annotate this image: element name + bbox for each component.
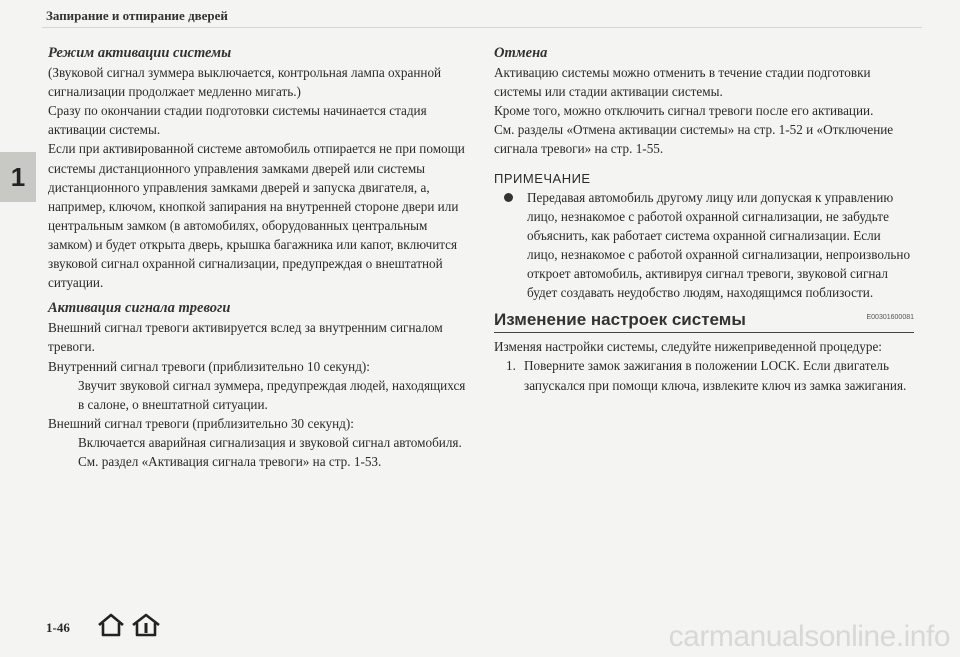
paragraph-indented: Звучит звуковой сигнал зуммера, предупреждая людей, находящихся в салоне, о внештатной ситуации.: [78, 377, 466, 412]
paragraph: (Звуковой сигнал зуммера выключается, контрольная лампа охранной сигнализации продолжает медленно мигать.): [48, 65, 442, 100]
step-item: [494, 356, 914, 394]
section-code: E00301600081: [866, 314, 914, 322]
step-number: 1.: [506, 358, 516, 374]
reference-link: См. раздел «Активация сигнала тревоги» на стр. 1-53.: [78, 453, 382, 469]
heading-alarm-activation: Активация сигнала тревоги: [48, 300, 231, 317]
paragraph: Кроме того, можно отключить сигнал тревоги после его активации.: [494, 103, 874, 119]
paragraph: Активацию системы можно отменить в течение стадии подготовки системы или стадии активации системы.: [494, 65, 871, 100]
home-warning-icon[interactable]: [130, 612, 162, 643]
paragraph: Внешний сигнал тревоги (приблизительно 30 секунд):: [48, 415, 354, 431]
paragraph: Изменяя настройки системы, следуйте нижеприведенной процедуре:: [494, 339, 882, 355]
section-title-text: Изменение настроек системы: [494, 310, 746, 330]
heading-cancel: Отмена: [494, 45, 548, 61]
note-text: Передавая автомобиль другому лицу или допуская к управлению лицо, незнакомое с работой охранной сигнализации, не забудьте объяснить, как работает система охранной сигнализации. Если лицо, незнакомое с работой охранной сигнализации, непроизвольно откроет автомобиль, активируя сигнал тревоги, звуковой сигнал будет создавать неудобство людям, находящимся поблизости.: [527, 189, 911, 301]
chapter-tab: 1: [0, 152, 36, 202]
watermark: carmanualsonline.info: [668, 620, 950, 653]
header-rule: [42, 27, 922, 28]
left-column: [48, 44, 468, 471]
paragraph-indented: Включается аварийная сигнализация и звуковой сигнал автомобиля.: [78, 434, 462, 450]
heading-activation-mode: Режим активации системы: [48, 45, 232, 61]
paragraph: Внутренний сигнал тревоги (приблизительно 10 секунд):: [48, 358, 370, 374]
paragraph: Если при активированной системе автомобиль отпирается не при помощи системы дистанционного управления замками дверей или системы дистанционного управления замками дверей и запуска двигателя, а, например, ключом, кнопкой запирания на внутренней стороне двери или центральным замком (в автомобилях, оборудованных центральным замком) и будет открыта дверь, крышка багажника или капот, включится звуковой сигнал охранной сигнализации, предупреждая о внештатной ситуации.: [48, 141, 465, 291]
page-header: Запирание и отпирание дверей: [46, 8, 228, 23]
paragraph: См. разделы «Отмена активации системы» на стр. 1-52 и «Отключение сигнала тревоги» на стр. 1-55.: [494, 122, 894, 157]
step-text: Поверните замок зажигания в положении LOCK. Если двигатель запускался при помощи ключа, извлеките ключ из замка зажигания.: [524, 358, 907, 393]
home-icon[interactable]: [96, 612, 126, 643]
note-item: [494, 188, 914, 303]
footer-nav: [96, 612, 162, 643]
paragraph: Внешний сигнал тревоги активируется вслед за внутренним сигналом тревоги.: [48, 320, 443, 355]
note-title: ПРИМЕЧАНИЕ: [494, 170, 591, 186]
page-number: 1-46: [46, 620, 70, 635]
bullet-icon: [504, 193, 513, 202]
right-column: [494, 44, 914, 395]
section-title: [494, 308, 914, 333]
paragraph: Сразу по окончании стадии подготовки системы начинается стадия активации системы.: [48, 103, 427, 138]
